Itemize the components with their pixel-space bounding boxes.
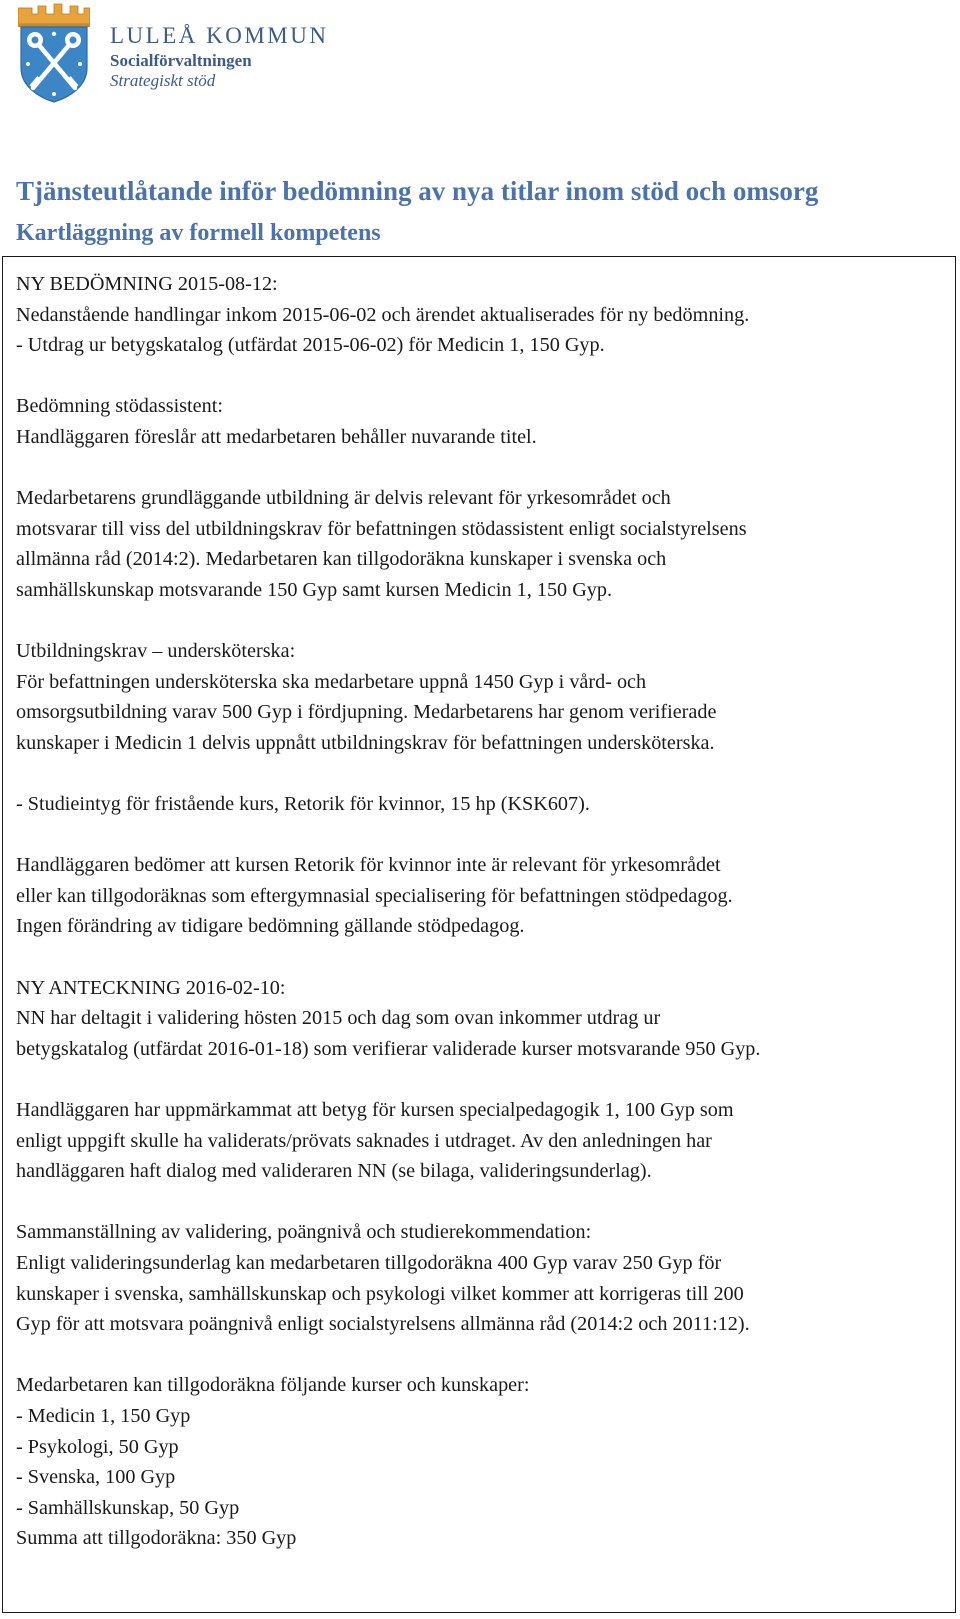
list-item: - Samhällskunskap, 50 Gyp [16,1496,240,1519]
paragraph-study-certificate [16,789,946,820]
paragraph-nurse-assistant-requirements [16,636,946,758]
document-body [16,269,946,1554]
paragraph-new-note [16,973,946,1065]
text-line: enligt uppgift skulle ha validerats/prövats saknades i utdraget. Av den anledningen har [16,1129,712,1152]
text-line: Handläggaren föreslår att medarbetaren behåller nuvarande titel. [16,425,537,448]
paragraph-validation-summary [16,1217,946,1339]
text-line: Medarbetarens grundläggande utbildning är delvis relevant för yrkesområdet och [16,487,671,510]
text-line: Medarbetaren kan tillgodoräkna följande kurser och kunskaper: [16,1374,530,1397]
unit-name: Strategiskt stöd [110,70,216,90]
municipal-crest-icon [18,2,90,104]
text-line: - Studieintyg för fristående kurs, Retorik för kvinnor, 15 hp (KSK607). [16,793,590,816]
text-line: Ingen förändring av tidigare bedömning gällande stödpedagog. [16,915,525,938]
text-line: Handläggaren har uppmärkammat att betyg för kursen specialpedagogik 1, 100 Gyp som [16,1099,734,1122]
paragraph-rhetoric-assessment [16,850,946,942]
text-line: NY BEDÖMNING 2015-08-12: [16,273,278,295]
department-name: Socialförvaltningen [110,50,252,70]
text-line: Handläggaren bedömer att kursen Retorik för kvinnor inte är relevant för yrkesområdet [16,854,721,877]
text-line: NN har deltagit i validering hösten 2015 och dag som ovan inkommer utdrag ur [16,1007,661,1030]
paragraph-basic-education [16,483,946,605]
text-line: handläggaren haft dialog med valideraren NN (se bilaga, valideringsunderlag). [16,1160,652,1183]
text-line: omsorgsutbildning varav 500 Gyp i fördjupning. Medarbetarens har genom verifierade [16,701,717,724]
text-line: Nedanstående handlingar inkom 2015-06-02 och ärendet aktualiserades för ny bedömning. [16,303,750,326]
text-line: Sammanställning av validering, poängnivå och studierekommendation: [16,1221,592,1244]
text-line: NY ANTECKNING 2016-02-10: [16,976,286,999]
text-line: - Utdrag ur betygskatalog (utfärdat 2015-06-02) för Medicin 1, 150 Gyp. [16,334,605,357]
text-line: Enligt valideringsunderlag kan medarbetaren tillgodoräkna 400 Gyp varav 250 Gyp för [16,1252,722,1274]
text-line: eller kan tillgodoräknas som eftergymnasial specialisering för befattningen stödpedagog. [16,884,733,907]
text-line: Utbildningskrav – undersköterska: [16,640,296,663]
document-title: Tjänsteutlåtande inför bedömning av nya titlar inom stöd och omsorg [16,176,819,206]
paragraph-support-assistant-assessment [16,391,946,452]
paragraph-credit-list [16,1370,946,1554]
list-item: - Medicin 1, 150 Gyp [16,1404,191,1427]
list-item: - Svenska, 100 Gyp [16,1466,176,1489]
credit-total: Summa att tillgodoräkna: 350 Gyp [16,1527,297,1550]
text-line: För befattningen undersköterska ska medarbetare uppnå 1450 Gyp i vård- och [16,670,647,693]
text-line: samhällskunskap motsvarande 150 Gyp samt kursen Medicin 1, 150 Gyp. [16,578,613,601]
text-line: Gyp för att motsvara poängnivå enligt socialstyrelsens allmänna råd (2014:2 och 2011:12). [16,1313,750,1336]
text-line: kunskaper i Medicin 1 delvis uppnått utbildningskrav för befattningen undersköterska. [16,731,715,754]
organization-name: LULEÅ KOMMUN [110,23,329,48]
paragraph-new-assessment [16,269,946,361]
text-line: motsvarar till viss del utbildningskrav för befattningen stödassistent enligt socialstyrelsens [16,517,747,540]
text-line: Bedömning stödassistent: [16,395,223,418]
list-item: - Psykologi, 50 Gyp [16,1435,179,1458]
letterhead [18,2,418,106]
paragraph-special-education [16,1095,946,1187]
organization-block [110,22,328,91]
text-line: betygskatalog (utfärdat 2016-01-18) som verifierar validerade kurser motsvarande 950 Gyp. [16,1037,761,1060]
text-line: allmänna råd (2014:2). Medarbetaren kan tillgodoräkna kunskaper i svenska och [16,548,667,571]
document-subtitle: Kartläggning av formell kompetens [16,220,381,246]
text-line: kunskaper i svenska, samhällskunskap och psykologi vilket kommer att korrigeras till 200 [16,1282,744,1305]
